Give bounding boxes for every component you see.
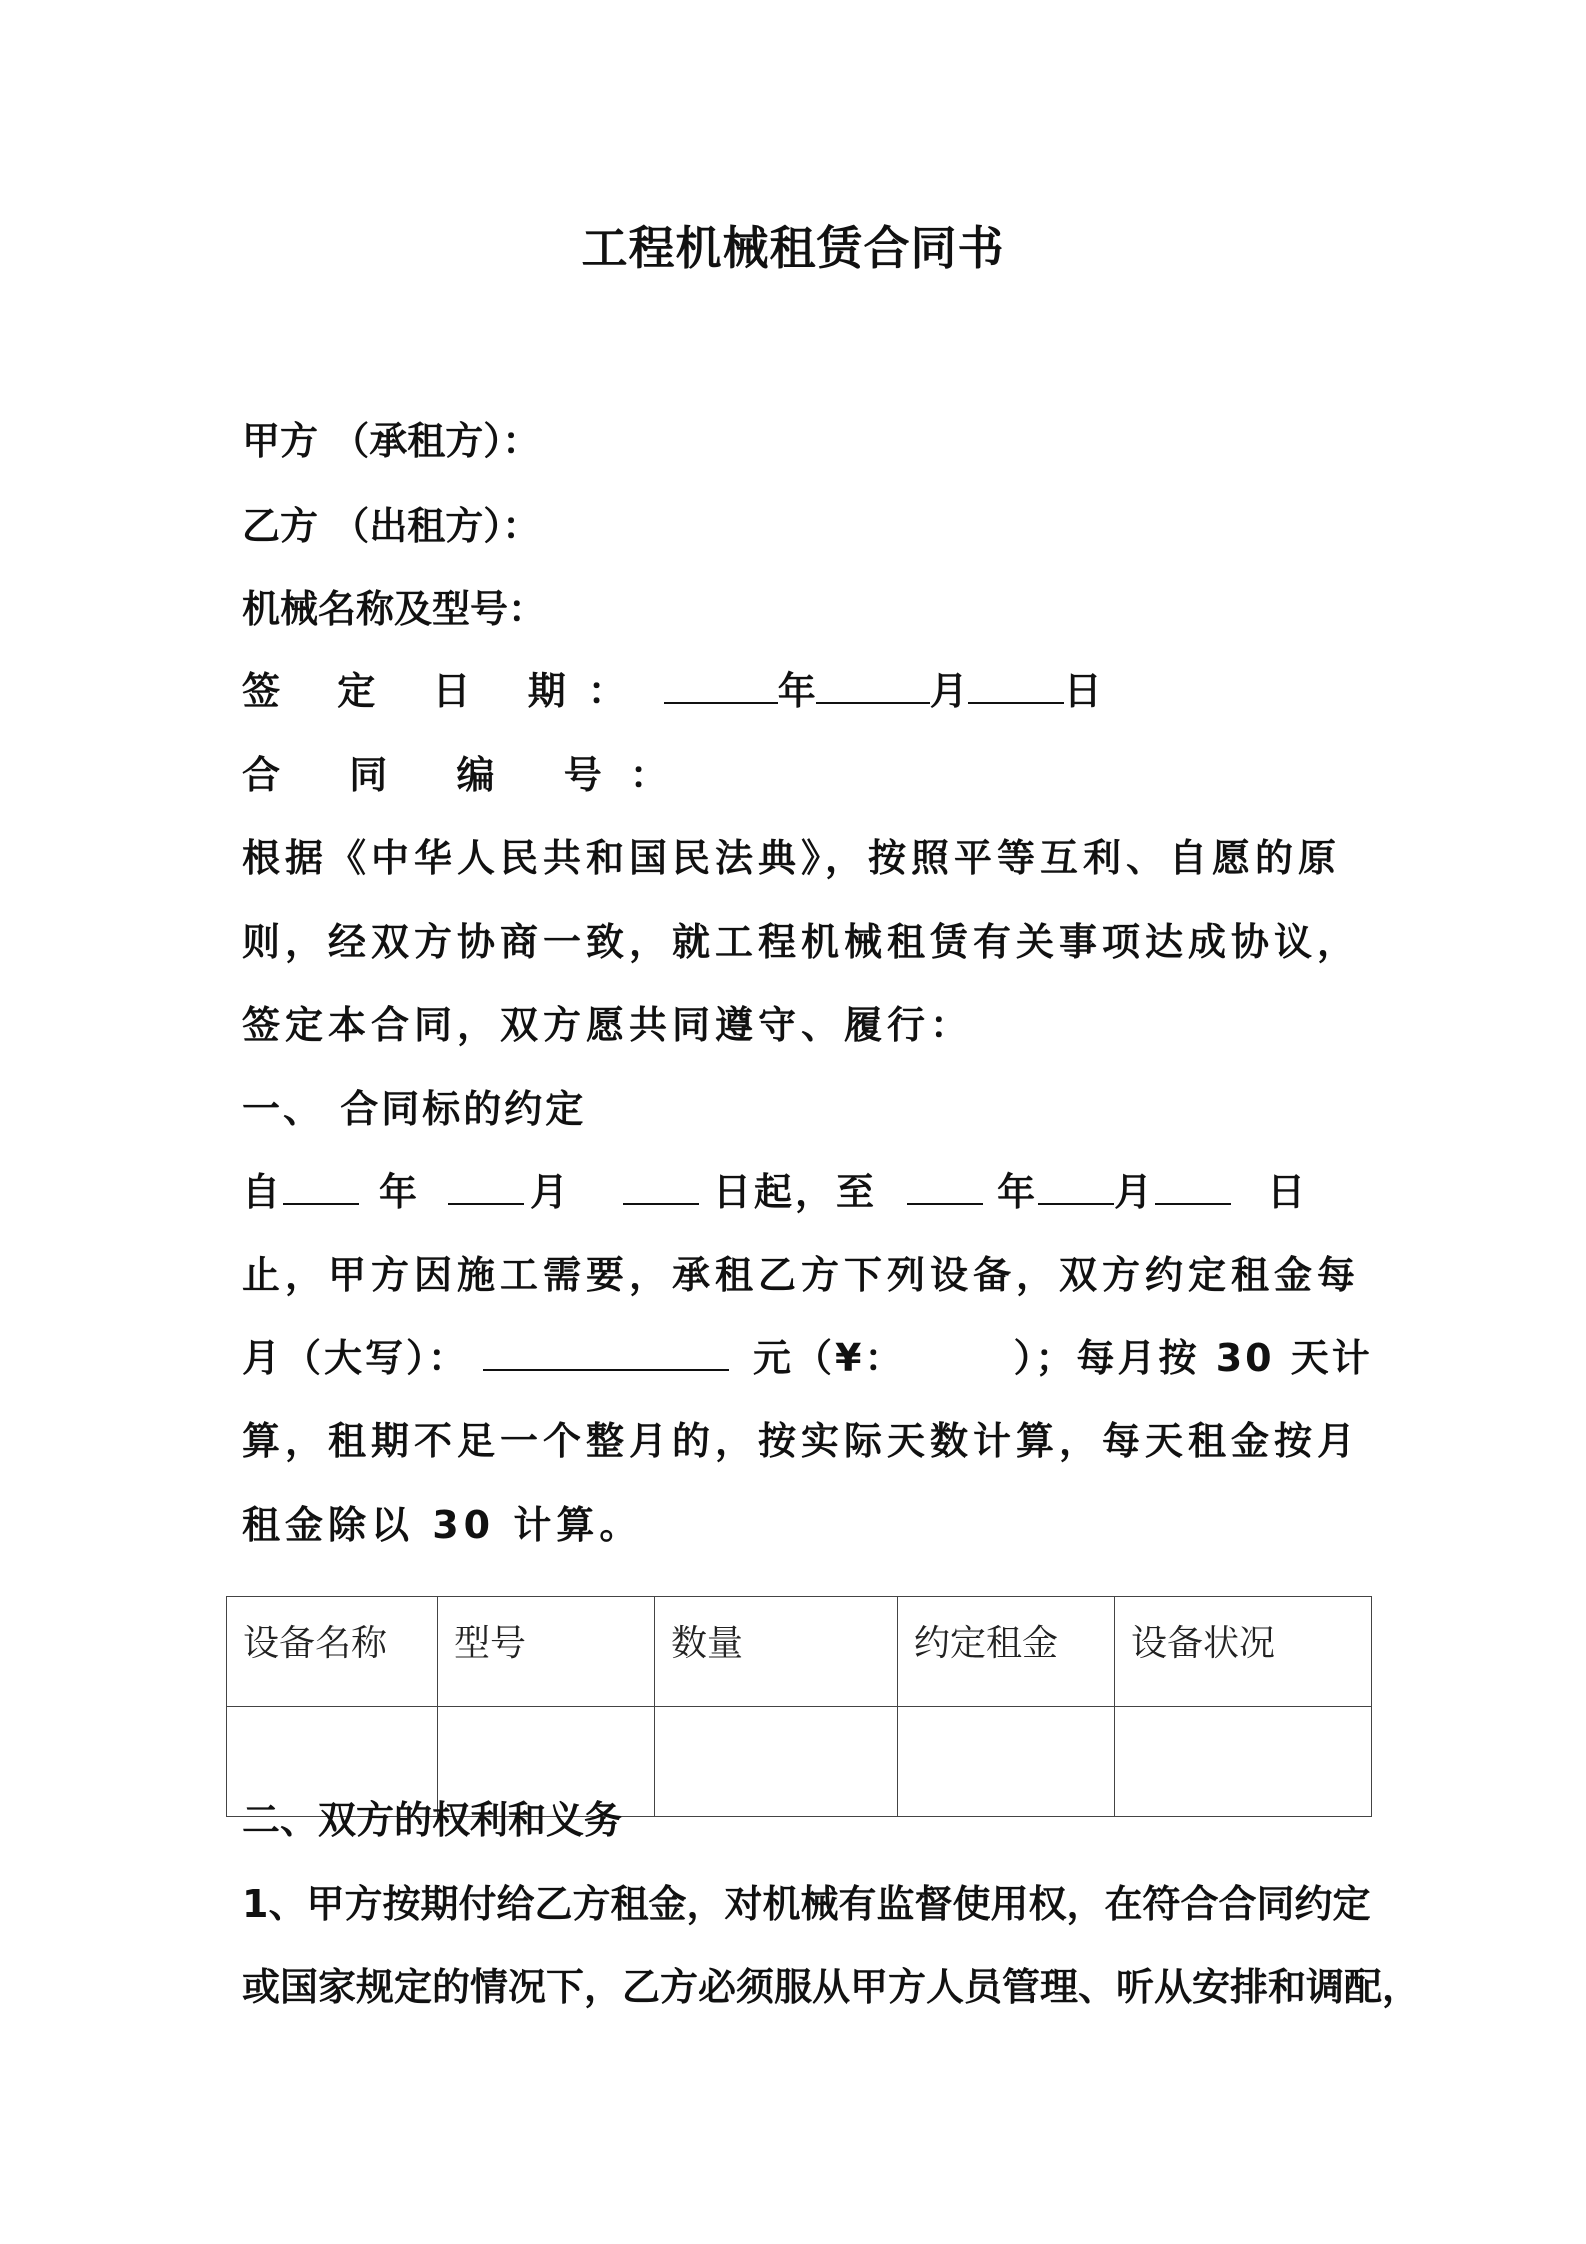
sign-year-label: 年 [777, 669, 816, 713]
sign-year-blank[interactable] [664, 668, 778, 704]
intro-line-1: 根据《中华人民共和国民法典》，按照平等互利、自愿的原 [242, 836, 1342, 880]
machine-name-label: 机械名称及型号： [242, 587, 547, 631]
start-year-label: 年 [379, 1170, 421, 1214]
sign-date-label: 签 定 日 期： [242, 669, 648, 713]
sign-date-field [242, 668, 1102, 714]
header-equipment-condition: 设备状况 [1115, 1597, 1372, 1707]
sign-day-blank[interactable] [968, 668, 1064, 704]
intro-line-3: 签定本合同，双方愿共同遵守、履行： [242, 1003, 974, 1047]
party-a-field: 甲方 （承租方）： [242, 419, 541, 463]
contract-number-field [242, 752, 696, 798]
header-agreed-rent: 约定租金 [898, 1597, 1115, 1707]
section-1-line-2: 止，甲方因施工需要，承租乙方下列设备，双方约定租金每 [242, 1253, 1361, 1297]
rent-capital-label: 月（大写）： [242, 1336, 470, 1380]
rent-basis-text: ）；每月按 30 天计 [1013, 1336, 1373, 1380]
term-from-label: 自 [242, 1170, 284, 1214]
party-b-field: 乙方 （出租方）： [242, 504, 541, 548]
section-2-line-1: 1、甲方按期付给乙方租金，对机械有监督使用权，在符合合同约定 [242, 1882, 1371, 1926]
start-year-blank[interactable] [283, 1169, 359, 1205]
section-1-heading: 一、 合同标的约定 [242, 1087, 587, 1131]
start-day-blank[interactable] [623, 1169, 699, 1205]
section-1-line-4: 算，租期不足一个整月的，按实际天数计算，每天租金按月 [242, 1419, 1361, 1463]
end-day-label: 日 [1267, 1170, 1309, 1214]
rent-yuan-label: 元（¥： [753, 1336, 906, 1380]
start-month-blank[interactable] [448, 1169, 524, 1205]
cell-agreed-rent[interactable] [898, 1707, 1115, 1817]
machine-name-field [242, 586, 546, 632]
equipment-table [226, 1596, 1372, 1817]
section-2-line-2: 或国家规定的情况下，乙方必须服从甲方人员管理、听从安排和调配， [242, 1965, 1421, 2009]
table-header-row [227, 1597, 1372, 1707]
header-quantity: 数量 [655, 1597, 898, 1707]
sign-day-label: 日 [1063, 669, 1102, 713]
rent-capital-blank[interactable] [483, 1335, 729, 1371]
cell-quantity[interactable] [655, 1707, 898, 1817]
section-1-term-line [242, 1169, 1308, 1215]
sign-month-blank[interactable] [816, 668, 930, 704]
section-1-line-5: 租金除以 30 计算。 [242, 1503, 643, 1547]
start-day-suffix: 日起，至 [713, 1170, 878, 1214]
intro-line-2: 则，经双方协商一致，就工程机械租赁有关事项达成协议， [242, 920, 1361, 964]
section-1-rent-line [242, 1335, 1373, 1381]
start-month-label: 月 [530, 1170, 572, 1214]
end-day-blank[interactable] [1155, 1169, 1231, 1205]
end-year-label: 年 [997, 1170, 1039, 1214]
header-equipment-name: 设备名称 [227, 1597, 438, 1707]
section-2-heading: 二、双方的权利和义务 [242, 1798, 623, 1842]
contract-number-label: 合 同 编 号： [242, 753, 696, 797]
document-title: 工程机械租赁合同书 [581, 221, 1005, 275]
end-month-blank[interactable] [1038, 1169, 1114, 1205]
header-model: 型号 [438, 1597, 655, 1707]
sign-month-label: 月 [929, 669, 968, 713]
end-year-blank[interactable] [907, 1169, 983, 1205]
cell-equipment-condition[interactable] [1115, 1707, 1372, 1817]
end-month-label: 月 [1114, 1170, 1156, 1214]
